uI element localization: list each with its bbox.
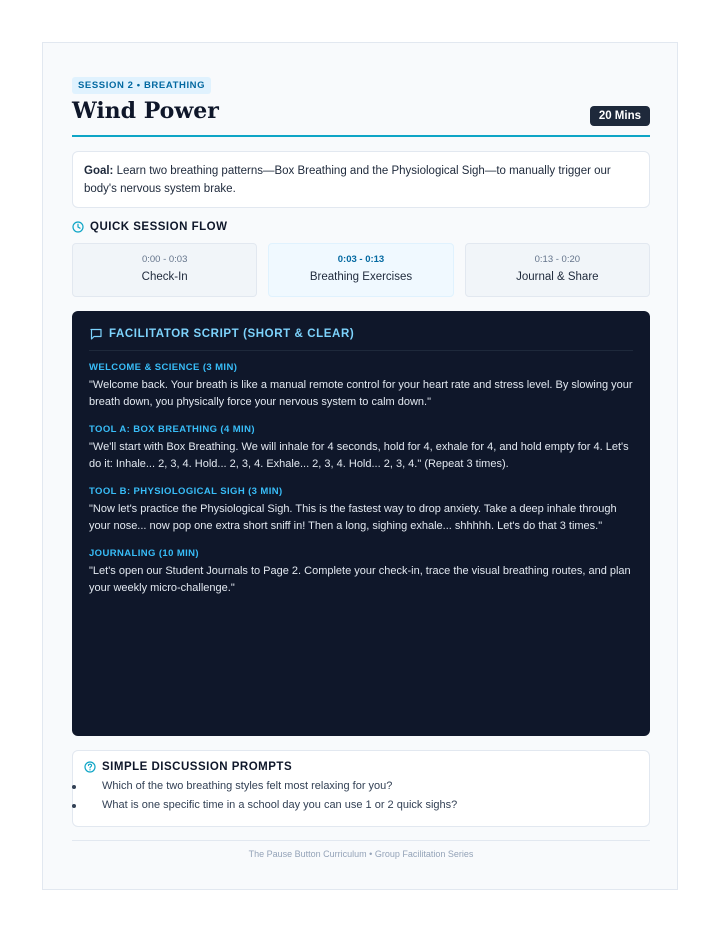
flow-step-check-in [72,243,257,297]
flow-step-label: Breathing Exercises [309,271,413,283]
goal-label: Goal: [84,165,114,177]
flow-step-time: 0:00 - 0:03 [141,254,188,265]
goal-box [72,151,650,208]
script-section-text: "We'll start with Box Breathing. We will inhale for 4 seconds, hold for 4, exhale for 4, and hold empty for 4. Let's do it: Inhale... 2, 3, 4. Hold... 2, 3, 4. Exhale... 2, 3, 4. Hold... 2, 3, 4." (Repeat 3 times). [89,441,629,470]
clock-icon [72,221,84,233]
list-item: Which of the two breathing styles felt most relaxing for you? [102,777,638,796]
flow-heading [72,221,227,233]
question-circle-icon [84,761,96,773]
flow-step-label: Journal & Share [516,271,599,283]
duration-badge: 20 Mins [590,106,650,126]
goal-text: Learn two breathing patterns—Box Breathing and the Physiological Sigh—to manually trigger our body's nervous system brake. [84,165,611,195]
list-item: What is one specific time in a school day you can use 1 or 2 quick sighs? [102,796,638,815]
page-title: Wind Power [72,98,219,124]
flow-step-label: Check-In [141,271,188,283]
script-section-physiological-sigh [89,486,633,535]
script-heading-text: FACILITATOR SCRIPT (SHORT & CLEAR) [109,328,355,340]
flow-step-journal-share [465,243,650,297]
prompts-heading [84,761,638,773]
session-flow [72,243,650,297]
prompts-heading-text: SIMPLE DISCUSSION PROMPTS [102,761,293,773]
script-section-journaling [89,548,633,597]
script-section-welcome [89,362,633,411]
script-section-text: "Let's open our Student Journals to Page 2. Complete your check-in, trace the visual breathing routes, and plan your weekly micro-challenge." [89,565,631,594]
session-tag: SESSION 2 • BREATHING [72,77,211,94]
script-section-title: TOOL B: PHYSIOLOGICAL SIGH (3 MIN) [89,486,283,497]
script-heading [89,327,633,351]
script-section-title: JOURNALING (10 MIN) [89,548,199,559]
footer-text: The Pause Button Curriculum • Group Facilitation Series [248,849,474,859]
script-section-text: "Now let's practice the Physiological Sigh. This is the fastest way to drop anxiety. Take a deep inhale through your nose... now pop one extra short sniff in! Then a long, sighing exhale... shhhhh. Let's do that 3 times." [89,503,617,532]
title-divider [72,135,650,137]
script-section-text: "Welcome back. Your breath is like a manual remote control for your heart rate and stress level. By slowing your breath down, you physically force your nervous system to calm down." [89,379,633,408]
script-section-title: WELCOME & SCIENCE (3 MIN) [89,362,238,373]
flow-step-breathing-exercises [268,243,453,297]
flow-heading-text: QUICK SESSION FLOW [90,221,228,233]
prompts-list [84,777,638,815]
flow-step-time: 0:13 - 0:20 [534,254,581,265]
chat-bubble-icon [89,327,103,341]
script-section-box-breathing [89,424,633,473]
facilitator-script-panel [72,311,650,736]
flow-step-time: 0:03 - 0:13 [337,254,385,265]
script-section-title: TOOL A: BOX BREATHING (4 MIN) [89,424,255,435]
discussion-prompts-box [72,750,650,827]
document-page [42,42,678,890]
footer-divider [72,840,650,841]
